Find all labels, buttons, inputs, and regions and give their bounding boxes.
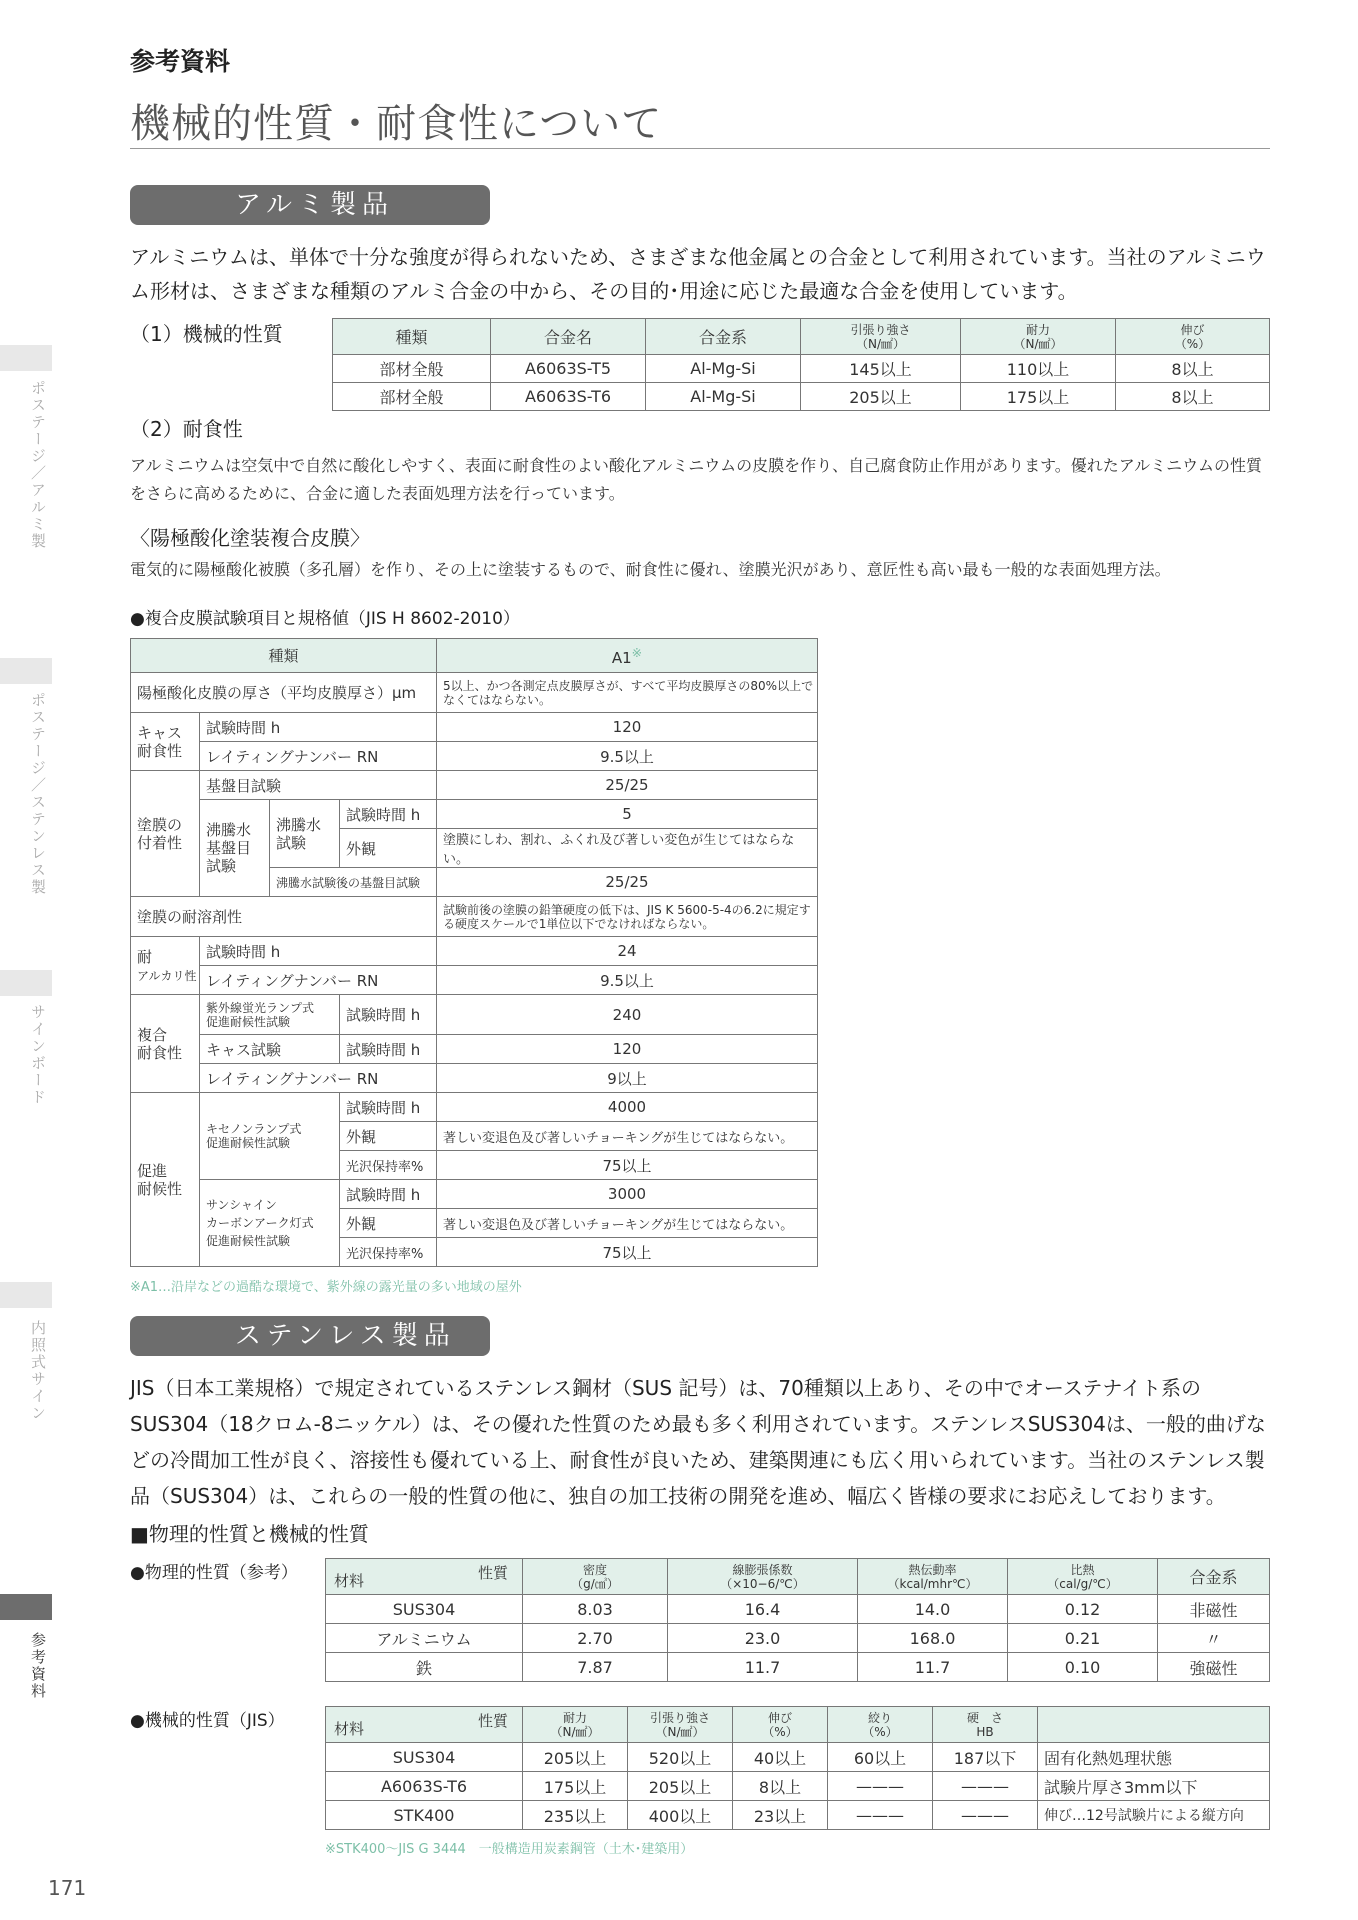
gloss-label: 光沢保持率% bbox=[340, 1238, 437, 1267]
boil-cross-after-value: 25/25 bbox=[437, 868, 818, 897]
cell: 非磁性 bbox=[1158, 1595, 1270, 1624]
comp-rn: 9以上 bbox=[437, 1064, 818, 1093]
test-time-label: 試験時間 h bbox=[340, 800, 437, 829]
ss-mech-note: ※STK400～JIS G 3444 一般構造用炭素鋼管（土木･建築用） bbox=[325, 1842, 694, 1857]
alu-mech-heading: （1）機械的性質 bbox=[130, 322, 283, 346]
film-heading: ●複合皮膜試験項目と規格値（JIS H 8602-2010） bbox=[130, 609, 520, 629]
sidebar-tab-1[interactable] bbox=[0, 345, 52, 371]
col-header: 耐力 （N/㎟） bbox=[961, 319, 1116, 355]
rating-label: レイティングナンバー RN bbox=[200, 1064, 437, 1093]
cell: 168.0 bbox=[858, 1624, 1008, 1653]
cell: 145以上 bbox=[801, 355, 961, 383]
cell: 187以下 bbox=[933, 1743, 1038, 1772]
xenon-time: 4000 bbox=[437, 1093, 818, 1122]
cell: 60以上 bbox=[828, 1743, 933, 1772]
cell: 〃 bbox=[1158, 1624, 1270, 1653]
cell: ——— bbox=[933, 1801, 1038, 1830]
cell: A6063S-T6 bbox=[326, 1772, 523, 1801]
a1-mark: ※ bbox=[631, 644, 643, 660]
rating-label: レイティングナンバー RN bbox=[200, 742, 437, 771]
test-time-label: 試験時間 h bbox=[340, 1180, 437, 1209]
test-time-label: 試験時間 h bbox=[340, 995, 437, 1035]
sunshine-label: サンシャイン カーボンアーク灯式 促進耐候性試験 bbox=[200, 1180, 340, 1267]
gloss-label: 光沢保持率% bbox=[340, 1151, 437, 1180]
cell: 23.0 bbox=[668, 1624, 858, 1653]
cross-value: 25/25 bbox=[437, 771, 818, 800]
a1-text: A1 bbox=[611, 648, 632, 667]
cell: Al-Mg-Si bbox=[646, 355, 801, 383]
cell: 520以上 bbox=[628, 1743, 733, 1772]
title-divider bbox=[130, 148, 1270, 149]
cell: 鉄 bbox=[326, 1653, 523, 1682]
cell: ——— bbox=[828, 1772, 933, 1801]
cell: 強磁性 bbox=[1158, 1653, 1270, 1682]
cell: 部材全般 bbox=[333, 383, 491, 411]
alkali-b: アルカリ性 bbox=[137, 968, 197, 983]
corner-header bbox=[326, 1707, 523, 1743]
sidebar-tab-3[interactable] bbox=[0, 970, 52, 996]
cell: ——— bbox=[933, 1772, 1038, 1801]
col-header: 伸び （%） bbox=[1116, 319, 1270, 355]
cell: 40以上 bbox=[733, 1743, 828, 1772]
table-row bbox=[333, 383, 1270, 411]
table-row bbox=[326, 1595, 1270, 1624]
anod-heading: 〈陽極酸化塗装複合皮膜〉 bbox=[130, 526, 370, 550]
solvent-label: 塗膜の耐溶剤性 bbox=[131, 897, 437, 937]
test-time-label: 試験時間 h bbox=[200, 713, 437, 742]
cell: 11.7 bbox=[668, 1653, 858, 1682]
alu-mech-table bbox=[332, 318, 1270, 411]
cell: 8以上 bbox=[1116, 355, 1270, 383]
boil-time: 5 bbox=[437, 800, 818, 829]
film-note: ※A1…沿岸などの過酷な環境で、紫外線の露光量の多い地域の屋外 bbox=[130, 1280, 522, 1295]
alk-time: 24 bbox=[437, 937, 818, 966]
cell: 0.21 bbox=[1008, 1624, 1158, 1653]
phys-heading: ●物理的性質（参考） bbox=[130, 1563, 298, 1583]
col-header: 線膨張係数 （×10−6/℃） bbox=[668, 1559, 858, 1595]
col-header: 絞り （%） bbox=[828, 1707, 933, 1743]
corner-top: 性質 bbox=[477, 1712, 508, 1730]
comp-cass-time: 120 bbox=[437, 1035, 818, 1064]
cell: 16.4 bbox=[668, 1595, 858, 1624]
cross-label: 基盤目試験 bbox=[200, 771, 437, 800]
appearance-label: 外観 bbox=[340, 1209, 437, 1238]
ss-section-tab: ステンレス製品 bbox=[130, 1316, 490, 1356]
phys-table bbox=[325, 1558, 1270, 1682]
cell: 23以上 bbox=[733, 1801, 828, 1830]
col-header: 種類 bbox=[333, 319, 491, 355]
test-time-label: 試験時間 h bbox=[340, 1093, 437, 1122]
solvent-value: 試験前後の塗膜の鉛筆硬度の低下は、JIS K 5600-5-4の6.2に規定する硬度スケールで1単位以下でなければならない。 bbox=[437, 897, 818, 937]
weather-label: 促進 耐候性 bbox=[131, 1093, 200, 1267]
adhesion-label: 塗膜の 付着性 bbox=[131, 771, 200, 897]
thickness-label: 陽極酸化皮膜の厚さ（平均皮膜厚さ）μm bbox=[131, 673, 437, 713]
sidebar-item-reference[interactable]: 参考資料 bbox=[29, 1632, 47, 1700]
alu-corr-text: アルミニウムは空気中で自然に酸化しやすく、表面に耐食性のよい酸化アルミニウムの皮膜を作り、自己腐食防止作用があります。優れたアルミニウムの性質をさらに高めるために、合金に適した表面処理方法を行っています。 bbox=[130, 456, 1263, 503]
col-header: 熱伝動率 （kcal/mhr℃） bbox=[858, 1559, 1008, 1595]
film-test-table bbox=[130, 638, 818, 1267]
cell: 235以上 bbox=[523, 1801, 628, 1830]
section-label: 参考資料 bbox=[130, 47, 231, 76]
cell: A6063S-T6 bbox=[491, 383, 646, 411]
cell: Al-Mg-Si bbox=[646, 383, 801, 411]
xenon-gloss: 75以上 bbox=[437, 1151, 818, 1180]
boil-appearance: 塗膜にしわ、割れ、ふくれ及び著しい変色が生じてはならない。 bbox=[437, 829, 818, 868]
sidebar-tab-4[interactable] bbox=[0, 1282, 52, 1308]
cell: 400以上 bbox=[628, 1801, 733, 1830]
thickness-value: 5以上、かつ各測定点皮膜厚さが、すべて平均皮膜厚さの80%以上でなくてはならない。 bbox=[437, 673, 818, 713]
cell: 伸び…12号試験片による縦方向 bbox=[1038, 1801, 1270, 1830]
cell: 205以上 bbox=[523, 1743, 628, 1772]
appearance-label: 外観 bbox=[340, 1122, 437, 1151]
col-header: 伸び （%） bbox=[733, 1707, 828, 1743]
cass-rn: 9.5以上 bbox=[437, 742, 818, 771]
cell: 8以上 bbox=[733, 1772, 828, 1801]
ss-mech-heading: ●機械的性質（JIS） bbox=[130, 1711, 285, 1731]
table-row bbox=[326, 1653, 1270, 1682]
col-header: 密度 （g/㎤） bbox=[523, 1559, 668, 1595]
appearance-label: 外観 bbox=[340, 829, 437, 868]
boil-cross-label: 沸騰水 基盤目 試験 bbox=[200, 800, 270, 897]
uv-label: 紫外線蛍光ランプ式 促進耐候性試験 bbox=[200, 995, 340, 1035]
sidebar-item-alu-post[interactable]: ポステージ／アルミ製 bbox=[29, 380, 47, 550]
ss-heading: ■物理的性質と機械的性質 bbox=[130, 1522, 369, 1546]
boil-cross-after-label: 沸騰水試験後の基盤目試験 bbox=[270, 868, 437, 897]
alu-corr-heading: （2）耐食性 bbox=[130, 417, 243, 441]
anod-text: 電気的に陽極酸化被膜（多孔層）を作り、その上に塗装するもので、耐食性に優れ、塗膜光沢があり、意匠性も高い最も一般的な表面処理方法。 bbox=[130, 560, 1171, 579]
cell: 試験片厚さ3mm以下 bbox=[1038, 1772, 1270, 1801]
uv-time: 240 bbox=[437, 995, 818, 1035]
col-header: 合金系 bbox=[1158, 1559, 1270, 1595]
col-header: 引張り強さ （N/㎟） bbox=[801, 319, 961, 355]
cell: 11.7 bbox=[858, 1653, 1008, 1682]
xenon-label: キセノンランプ式 促進耐候性試験 bbox=[200, 1093, 340, 1180]
col-header bbox=[1038, 1707, 1270, 1743]
alkali-a: 耐 bbox=[137, 947, 153, 966]
sun-time: 3000 bbox=[437, 1180, 818, 1209]
col-header: 硬 さ HB bbox=[933, 1707, 1038, 1743]
sidebar-item-signboard[interactable]: サインボード bbox=[29, 1004, 47, 1106]
col-header: 合金系 bbox=[646, 319, 801, 355]
test-time-label: 試験時間 h bbox=[200, 937, 437, 966]
table-row bbox=[326, 1624, 1270, 1653]
cell: 175以上 bbox=[961, 383, 1116, 411]
test-time-label: 試験時間 h bbox=[340, 1035, 437, 1064]
cell: 0.12 bbox=[1008, 1595, 1158, 1624]
corner-bottom: 材料 bbox=[334, 1572, 365, 1590]
cell: STK400 bbox=[326, 1801, 523, 1830]
cell: SUS304 bbox=[326, 1743, 523, 1772]
table-row bbox=[326, 1743, 1270, 1772]
alu-intro: アルミニウムは、単体で十分な強度が得られないため、さまざまな他金属との合金として利用されています。当社のアルミニウム形材は、さまざまな種類のアルミ合金の中から、その目的･用途に応じた最適な合金を使用しています。 bbox=[130, 245, 1266, 303]
sun-gloss: 75以上 bbox=[437, 1238, 818, 1267]
table-row bbox=[333, 355, 1270, 383]
cell: 7.87 bbox=[523, 1653, 668, 1682]
alu-section-tab: アルミ製品 bbox=[130, 185, 490, 225]
rating-label: レイティングナンバー RN bbox=[200, 966, 437, 995]
table-row bbox=[326, 1772, 1270, 1801]
sidebar-tab-5-active[interactable] bbox=[0, 1594, 52, 1620]
cass-time: 120 bbox=[437, 713, 818, 742]
col-header: 比熱 （cal/g/℃） bbox=[1008, 1559, 1158, 1595]
cell: 固有化熱処理状態 bbox=[1038, 1743, 1270, 1772]
cell: 0.10 bbox=[1008, 1653, 1158, 1682]
cass-test-label: キャス試験 bbox=[200, 1035, 340, 1064]
xenon-appearance: 著しい変退色及び著しいチョーキングが生じてはならない。 bbox=[437, 1122, 818, 1151]
sidebar-item-ss-post[interactable]: ポステージ／ステンレス製 bbox=[29, 692, 47, 896]
page-title: 機械的性質・耐食性について bbox=[130, 101, 663, 147]
sidebar-item-internal-sign[interactable]: 内照式サイン bbox=[29, 1320, 47, 1422]
cell: SUS304 bbox=[326, 1595, 523, 1624]
alk-rn: 9.5以上 bbox=[437, 966, 818, 995]
col-header: 合金名 bbox=[491, 319, 646, 355]
cell: 175以上 bbox=[523, 1772, 628, 1801]
page-number: 171 bbox=[48, 1876, 87, 1900]
alkali-label bbox=[131, 937, 200, 995]
corner-header bbox=[326, 1559, 523, 1595]
col-header: 引張り強さ （N/㎟） bbox=[628, 1707, 733, 1743]
cell: 205以上 bbox=[628, 1772, 733, 1801]
boilwater-label: 沸騰水 試験 bbox=[270, 800, 340, 868]
corner-top: 性質 bbox=[477, 1564, 508, 1582]
table-row bbox=[326, 1801, 1270, 1830]
sun-appearance: 著しい変退色及び著しいチョーキングが生じてはならない。 bbox=[437, 1209, 818, 1238]
corner-bottom: 材料 bbox=[334, 1720, 365, 1738]
cell: 110以上 bbox=[961, 355, 1116, 383]
cass-label: キャス 耐食性 bbox=[131, 713, 200, 771]
composite-label: 複合 耐食性 bbox=[131, 995, 200, 1093]
cell: 205以上 bbox=[801, 383, 961, 411]
cell: 8以上 bbox=[1116, 383, 1270, 411]
header-a1 bbox=[437, 639, 818, 673]
sidebar-tab-2[interactable] bbox=[0, 658, 52, 684]
col-header: 耐力 （N/㎟） bbox=[523, 1707, 628, 1743]
cell: A6063S-T5 bbox=[491, 355, 646, 383]
cell: 部材全般 bbox=[333, 355, 491, 383]
cell: ——— bbox=[828, 1801, 933, 1830]
cell: アルミニウム bbox=[326, 1624, 523, 1653]
ss-intro: JIS（日本工業規格）で規定されているステンレス鋼材（SUS 記号）は、70種類以上あり、その中でオーステナイト系のSUS304（18クロム-8ニッケル）は、その優れた性質のため最も多く利用されています。ステンレスSUS304は、一般的曲げなどの冷間加工性が良く、溶接性も優れている上、耐食性が良いため、建築関連にも広く用いられています。当社のステンレス製品（SUS304）は、これらの一般的性質の他に、独自の加工技術の開発を進め、幅広く皆様の要求にお応えしております。 bbox=[130, 1376, 1266, 1508]
header-kind: 種類 bbox=[131, 639, 437, 673]
ss-mech-table bbox=[325, 1706, 1270, 1830]
cell: 14.0 bbox=[858, 1595, 1008, 1624]
cell: 2.70 bbox=[523, 1624, 668, 1653]
cell: 8.03 bbox=[523, 1595, 668, 1624]
